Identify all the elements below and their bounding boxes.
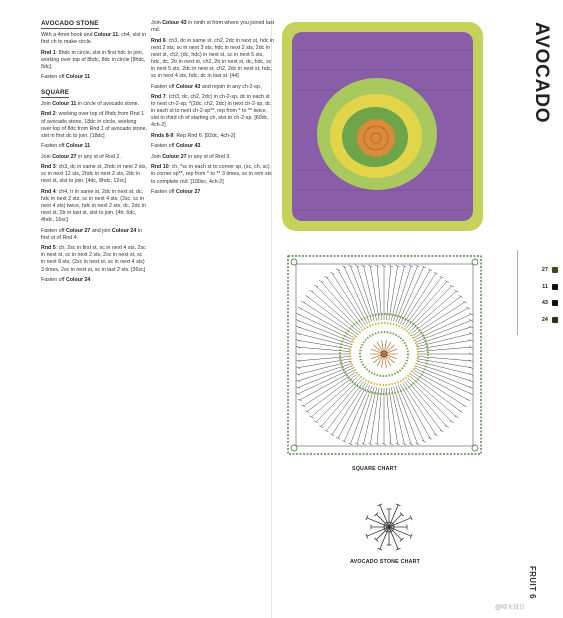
instruction-run: : working over top of 8hdc from Rnd 1 of avocado stone, 18dc in circle, working over top of 8dc from Rnd 1 of avocado stone, slst in first dc to join. [18dc] xyxy=(41,111,147,139)
instruction-run: in any st of Rnd 2. xyxy=(76,153,121,160)
chart-stitch-tick xyxy=(336,437,340,439)
legend-number: 27 xyxy=(541,267,548,274)
colour-legend xyxy=(528,262,558,328)
chart-stitch-tick xyxy=(330,434,334,436)
chart-stitch-line xyxy=(338,384,368,438)
instruction-paragraph xyxy=(151,20,275,34)
instruction-bold-run: Colour 24 xyxy=(65,277,91,284)
chart-stitch-tick xyxy=(434,434,438,436)
chart-stitch-tick xyxy=(416,443,420,445)
instruction-run: in circle of avocado stone. xyxy=(76,100,140,107)
instruction-paragraph xyxy=(41,32,147,46)
chart-stitch-line xyxy=(400,384,430,438)
chart-stitch-tick xyxy=(416,265,420,267)
stone-chart-spoke xyxy=(376,514,389,527)
square-chart xyxy=(282,250,487,460)
chart-stitch-tick xyxy=(434,272,438,274)
chart-stitch-tick xyxy=(422,440,426,442)
instruction-paragraph xyxy=(151,84,275,91)
chart-stitch-tick xyxy=(445,280,449,282)
instruction-run: Fasten off xyxy=(41,74,66,81)
chart-stitch-tick xyxy=(319,426,323,428)
instruction-paragraph xyxy=(151,143,275,150)
chart-stitch-line xyxy=(402,273,436,325)
instruction-bold-run: Colour 43 xyxy=(162,20,187,26)
chart-stitch-tick xyxy=(450,285,454,287)
chart-stitch-tick xyxy=(336,269,340,271)
chart-stitch-tick xyxy=(469,326,473,328)
instruction-run: : Rep Rnd 6. [92dc, 4ch-2] xyxy=(173,132,236,139)
instructions-column-1 xyxy=(41,20,147,288)
chart-stitch-tick xyxy=(319,280,323,282)
legend-swatch xyxy=(552,317,558,323)
chart-corner-chain xyxy=(472,445,478,451)
legend-row xyxy=(528,262,558,279)
instruction-paragraph xyxy=(41,143,147,150)
instruction-run: in first st of Rnd 4. xyxy=(41,227,142,241)
instruction-paragraph xyxy=(41,101,147,108)
chart-stitch-tick xyxy=(455,290,459,292)
instruction-bold-run: Rnds 8-9 xyxy=(151,132,174,139)
chart-stitch-tick xyxy=(450,421,454,423)
instruction-run: : ch, 2sc in first st, sc in next 4 sts, 2sc in next st, sc in next 2 sts, 2sc in next st, sc in next 8 sts, (2sc in next st, sc in next 4 sts) 3 times, 2sc in next st, sc in last 2 sts. [36sc] xyxy=(41,245,146,273)
sidebar-divider xyxy=(517,250,518,335)
instruction-bold-run: Rnd 2 xyxy=(41,111,56,118)
instruction-bold-run: Rnd 4 xyxy=(41,188,56,195)
page-title: AVOCADO xyxy=(531,22,552,124)
legend-swatch xyxy=(552,284,558,290)
instruction-run: Join xyxy=(41,100,53,107)
instruction-run: : ch4, tr in same st, 2dc in next st, dc, hdc in next 2 sts, sc in next 4 sts, (2sc, sc in next 4 sts) twice, hdc in next 2 sts, dc, 2dc in next st, 2tr in last st, slst to join. [4tr, 6dc, 4hdc, 16sc] xyxy=(41,188,146,224)
instruction-run: Join xyxy=(151,20,163,26)
chart-stitch-tick xyxy=(422,266,426,268)
chart-stitch-tick xyxy=(455,416,459,418)
instruction-run: Fasten off xyxy=(151,189,176,195)
chart-stitch-line xyxy=(303,372,355,406)
instruction-run: Join xyxy=(151,153,163,160)
instruction-bold-run: Rnd 5 xyxy=(41,245,56,252)
instruction-bold-run: Colour 43 xyxy=(175,83,201,90)
stone-paragraphs xyxy=(41,32,147,81)
instruction-bold-run: Colour 27 xyxy=(162,153,187,160)
chart-stitch-tick xyxy=(466,399,470,401)
instruction-run: and join xyxy=(90,227,112,234)
chart-stitch-line xyxy=(414,308,468,338)
chart-stitch-tick xyxy=(459,295,463,297)
instruction-run: , ch4, slst in first ch to make circle. xyxy=(41,32,147,46)
chart-stitch-tick xyxy=(348,443,352,445)
chart-stitch-tick xyxy=(296,373,300,375)
instruction-paragraph xyxy=(41,74,147,81)
instruction-run: . xyxy=(200,143,202,150)
instruction-paragraph xyxy=(151,154,275,161)
photo-avocado-stone xyxy=(357,119,395,157)
chart-stitch-tick xyxy=(301,301,305,303)
instruction-run: Fasten off xyxy=(41,277,66,284)
instruction-paragraph xyxy=(41,111,147,139)
chart-stitch-line xyxy=(338,270,368,324)
instruction-run: : ch3, dc in same st, ch2, 2dc in next st, hdc in next 2 sts, sc in next 3 sts, hdc in next 2 sts, 2dc in next st, ch2, (dc, hdc) in next st, sc in next 5 sts, hdc, dc, 2tr in next st, ch2, 2tr in next st, dc, hdc, sc in next 5 sts, 2dc in next st, ch2, 2dc in next st, hdc, sc in next 4 sts, hdc, dc in last st. [44] xyxy=(151,37,275,80)
chart-corner-chain xyxy=(291,445,297,451)
legend-number: 43 xyxy=(541,300,548,307)
instruction-paragraph xyxy=(41,164,147,185)
chart-stitch-tick xyxy=(296,313,300,315)
chart-stitch-tick xyxy=(440,430,444,432)
stone-chart-spoke xyxy=(389,514,402,527)
instruction-run: Fasten off xyxy=(151,83,176,90)
instruction-bold-run: Colour 11 xyxy=(94,32,119,39)
chart-stitch-tick xyxy=(296,367,300,369)
instruction-bold-run: Rnd 10 xyxy=(151,164,169,171)
legend-row xyxy=(528,279,558,296)
instruction-run: Fasten off xyxy=(41,227,66,234)
instruction-run: Fasten off xyxy=(151,143,176,150)
instruction-run: in ninth st from where you joined last rnd. xyxy=(151,20,275,34)
chart-stitch-tick xyxy=(428,269,432,271)
chart-stitch-line xyxy=(332,273,366,325)
chart-stitch-tick xyxy=(342,440,346,442)
instruction-paragraph xyxy=(151,189,275,196)
instruction-bold-run: Colour 27 xyxy=(175,189,201,195)
square-paragraphs xyxy=(41,101,147,284)
instruction-run: in any st of Rnd 9. xyxy=(186,153,231,160)
chart-stitch-line xyxy=(300,370,354,400)
instruction-paragraph xyxy=(41,50,147,71)
chart-stitch-tick xyxy=(440,276,444,278)
stone-chart-caption: AVOCADO STONE CHART xyxy=(350,559,421,565)
instructions-column-2 xyxy=(151,20,275,199)
avocado-stone-heading: AVOCADO STONE xyxy=(41,20,99,29)
instruction-bold-run: Colour 11 xyxy=(52,100,77,107)
chart-stitch-tick xyxy=(309,416,313,418)
instruction-paragraph xyxy=(41,277,147,284)
instruction-run: and rejoin in any ch-2-sp. xyxy=(200,83,262,90)
chart-stitch-tick xyxy=(469,380,473,382)
chart-stitch-tick xyxy=(296,333,300,335)
instruction-paragraph xyxy=(41,228,147,242)
chart-stitch-tick xyxy=(445,426,449,428)
instruction-bold-run: Rnd 6 xyxy=(151,37,166,44)
chart-stitch-tick xyxy=(296,326,300,328)
instruction-paragraph xyxy=(151,38,275,81)
instruction-bold-run: Rnd 7 xyxy=(151,94,166,101)
chart-stitch-tick xyxy=(469,339,473,341)
chart-stitch-tick xyxy=(314,285,318,287)
stone-chart-spoke xyxy=(376,527,389,540)
instruction-run: : 8hdc in circle, slst in first hdc to join, working over top of 8hdc, 8dc in circle [8hdc, 8dc]. xyxy=(41,49,146,70)
instruction-run: : (ch3, dc, ch2, 2dc) in ch-2-sp, dc in each st to next ch-2-sp, *(2dc, ch2, 2dc) in next ch-2-sp, dc in each st to next ch-2-sp**, rep from * to ** twice, slst to third ch of starting ch, slst to ch-2-sp. [60dc, 4ch-2] xyxy=(151,94,271,129)
legend-number: 11 xyxy=(542,283,548,290)
instruction-bold-run: Colour 11 xyxy=(65,143,91,150)
instruction-run: With a 4mm hook and xyxy=(41,32,94,39)
chart-stitch-tick xyxy=(314,421,318,423)
instruction-paragraph xyxy=(41,245,147,273)
instruction-paragraph xyxy=(151,164,275,185)
legend-row xyxy=(528,295,558,312)
instruction-bold-run: Colour 11 xyxy=(65,74,91,81)
chart-stitch-tick xyxy=(309,290,313,292)
instruction-bold-run: Colour 43 xyxy=(175,143,201,150)
instruction-bold-run: Colour 27 xyxy=(52,153,77,160)
square-heading: SQUARE xyxy=(41,89,69,98)
instruction-paragraph xyxy=(151,94,275,129)
chart-stitch-line xyxy=(400,270,430,324)
chart-stitch-tick xyxy=(348,265,352,267)
chart-stitch-tick xyxy=(469,393,473,395)
chart-stitch-tick xyxy=(469,373,473,375)
chart-stitch-tick xyxy=(469,387,473,389)
instruction-run: Fasten off xyxy=(41,143,66,150)
chart-stitch-tick xyxy=(298,307,302,309)
chart-stitch-tick xyxy=(305,411,309,413)
instruction-bold-run: Colour 24 xyxy=(111,227,137,234)
chart-corner-chain xyxy=(291,259,297,265)
chart-stitch-tick xyxy=(296,339,300,341)
chart-stitch-tick xyxy=(469,367,473,369)
instruction-paragraph xyxy=(41,189,147,224)
chart-stitch-tick xyxy=(296,319,300,321)
watermark-text: @晴天设计 xyxy=(495,605,526,611)
avocado-stone-chart xyxy=(362,500,416,554)
column2-paragraphs xyxy=(151,20,275,196)
chart-stitch-line xyxy=(298,366,352,388)
chart-stitch-line xyxy=(413,302,465,336)
stone-chart-spoke xyxy=(389,527,402,540)
instruction-bold-run: Colour 27 xyxy=(65,227,91,234)
instruction-paragraph xyxy=(41,154,147,161)
page-footer: FRUIT 6 xyxy=(528,566,537,599)
chart-stitch-tick xyxy=(342,266,346,268)
chart-stitch-tick xyxy=(305,295,309,297)
chart-stitch-line xyxy=(332,383,366,435)
chart-stitch-tick xyxy=(469,333,473,335)
chart-corner-chain xyxy=(472,259,478,265)
square-chart-caption: SQUARE CHART xyxy=(352,466,398,472)
instruction-run: : ch3, dc in same st, 2hdc in next 2 sts, sc in next 12 sts, 2hdc in next 2 sts, 2dc in next st, slst to join. [4dc, 8hdc, 12sc] xyxy=(41,164,147,185)
avocado-square-photo xyxy=(280,20,485,233)
chart-stitch-tick xyxy=(296,380,300,382)
instruction-run: Join xyxy=(41,153,53,160)
instruction-run: : ch, *sc in each st to corner sp, (sc, ch, sc) in corner sp**, rep from * to ** 3 times, sc in rem sts to complete rnd. [100sc, 4ch-2] xyxy=(151,164,272,185)
chart-stitch-tick xyxy=(459,411,463,413)
chart-stitch-tick xyxy=(330,272,334,274)
legend-number: 24 xyxy=(541,316,548,323)
chart-stitch-tick xyxy=(463,405,467,407)
legend-swatch xyxy=(552,267,558,273)
chart-stitch-tick xyxy=(324,276,328,278)
chart-stitch-tick xyxy=(428,437,432,439)
instruction-paragraph xyxy=(151,133,275,140)
instruction-bold-run: Rnd 1 xyxy=(41,49,56,56)
legend-swatch xyxy=(552,300,558,306)
legend-row xyxy=(528,312,558,329)
instruction-bold-run: Rnd 3 xyxy=(41,164,56,171)
chart-stitch-line xyxy=(402,383,436,435)
chart-stitch-tick xyxy=(324,430,328,432)
